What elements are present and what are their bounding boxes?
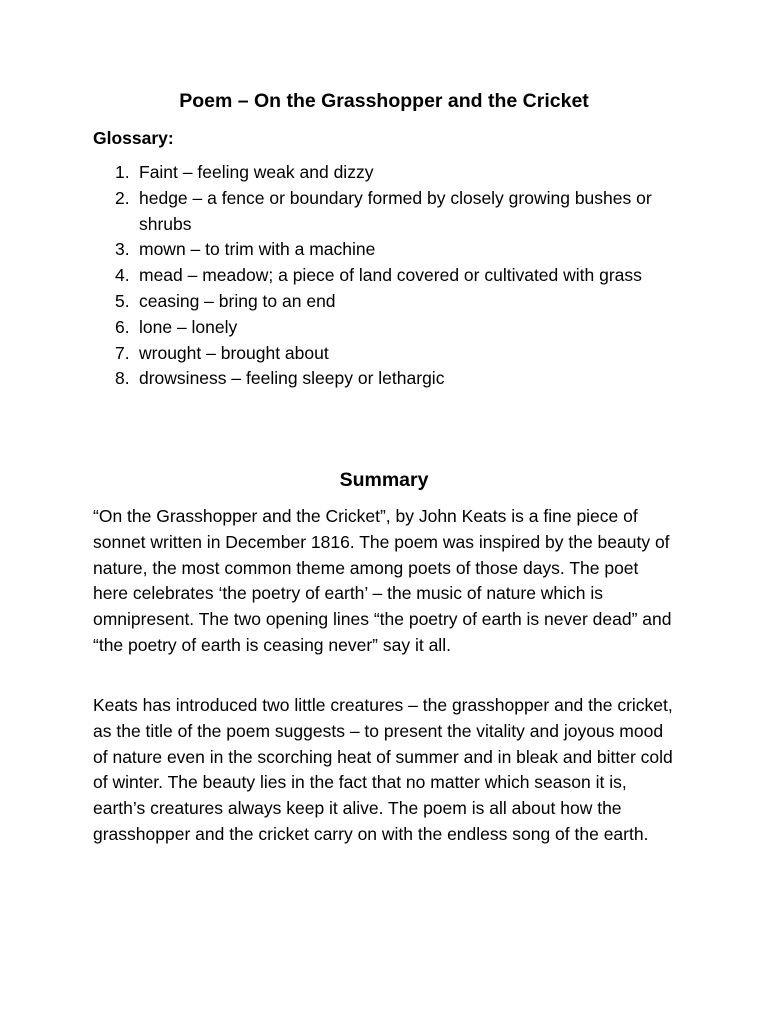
list-item-text: Faint – feeling weak and dizzy: [139, 162, 374, 182]
list-item-text: mown – to trim with a machine: [139, 239, 376, 260]
list-item-number: 4.: [115, 265, 130, 286]
summary-heading: Summary: [339, 469, 429, 491]
list-item-text: ceasing – bring to an end: [139, 290, 336, 311]
page-title: Poem – On the Grasshopper and the Cricket: [179, 90, 589, 112]
list-item-text: drowsiness – feeling sleepy or lethargic: [139, 368, 445, 389]
list-item: [93, 160, 683, 186]
list-item: [93, 263, 683, 289]
list-item-text: mead – meadow; a piece of land covered or cultivated with grass: [139, 265, 642, 286]
list-item-number: 6.: [115, 316, 130, 337]
list-item: [93, 341, 683, 367]
list-item: [93, 186, 683, 238]
summary-paragraph-2: Keats has introduced two little creatures – the grasshopper and the cricket, as the title of the poem suggests – to present the vitality and joyous mood of nature even in the scorching heat of summer and in bleak and bitter cold of winter. The beauty lies in the fact that no matter which season it is, earth’s creatures always keep it alive. The poem is all about how the grasshopper and the cricket carry on with the endless song of the earth.: [93, 695, 673, 844]
glossary-list: [93, 160, 683, 392]
list-item: [93, 289, 683, 315]
list-item: [93, 237, 683, 263]
list-item-text: hedge – a fence or boundary formed by closely growing bushes or shrubs: [139, 187, 652, 234]
list-item-number: 2.: [115, 187, 130, 208]
list-item: [93, 315, 683, 341]
list-item-number: 5.: [115, 290, 130, 311]
list-item-number: 3.: [115, 239, 130, 260]
list-item: [93, 366, 683, 392]
summary-paragraph-1: “On the Grasshopper and the Cricket”, by John Keats is a fine piece of sonnet written in December 1816. The poem was inspired by the beauty of nature, the most common theme among poets of those days. The poet here celebrates ‘the poetry of earth’ – the music of nature which is omnipresent. The two opening lines “the poetry of earth is never dead” and “the poetry of earth is ceasing never” say it all.: [93, 506, 672, 655]
list-item-number: 7.: [115, 342, 130, 363]
list-item-number: 8.: [115, 368, 130, 389]
list-item-number: 1.: [115, 162, 130, 182]
glossary-heading: Glossary:: [93, 128, 174, 148]
list-item-text: wrought – brought about: [139, 342, 329, 363]
list-item-text: lone – lonely: [139, 316, 238, 337]
